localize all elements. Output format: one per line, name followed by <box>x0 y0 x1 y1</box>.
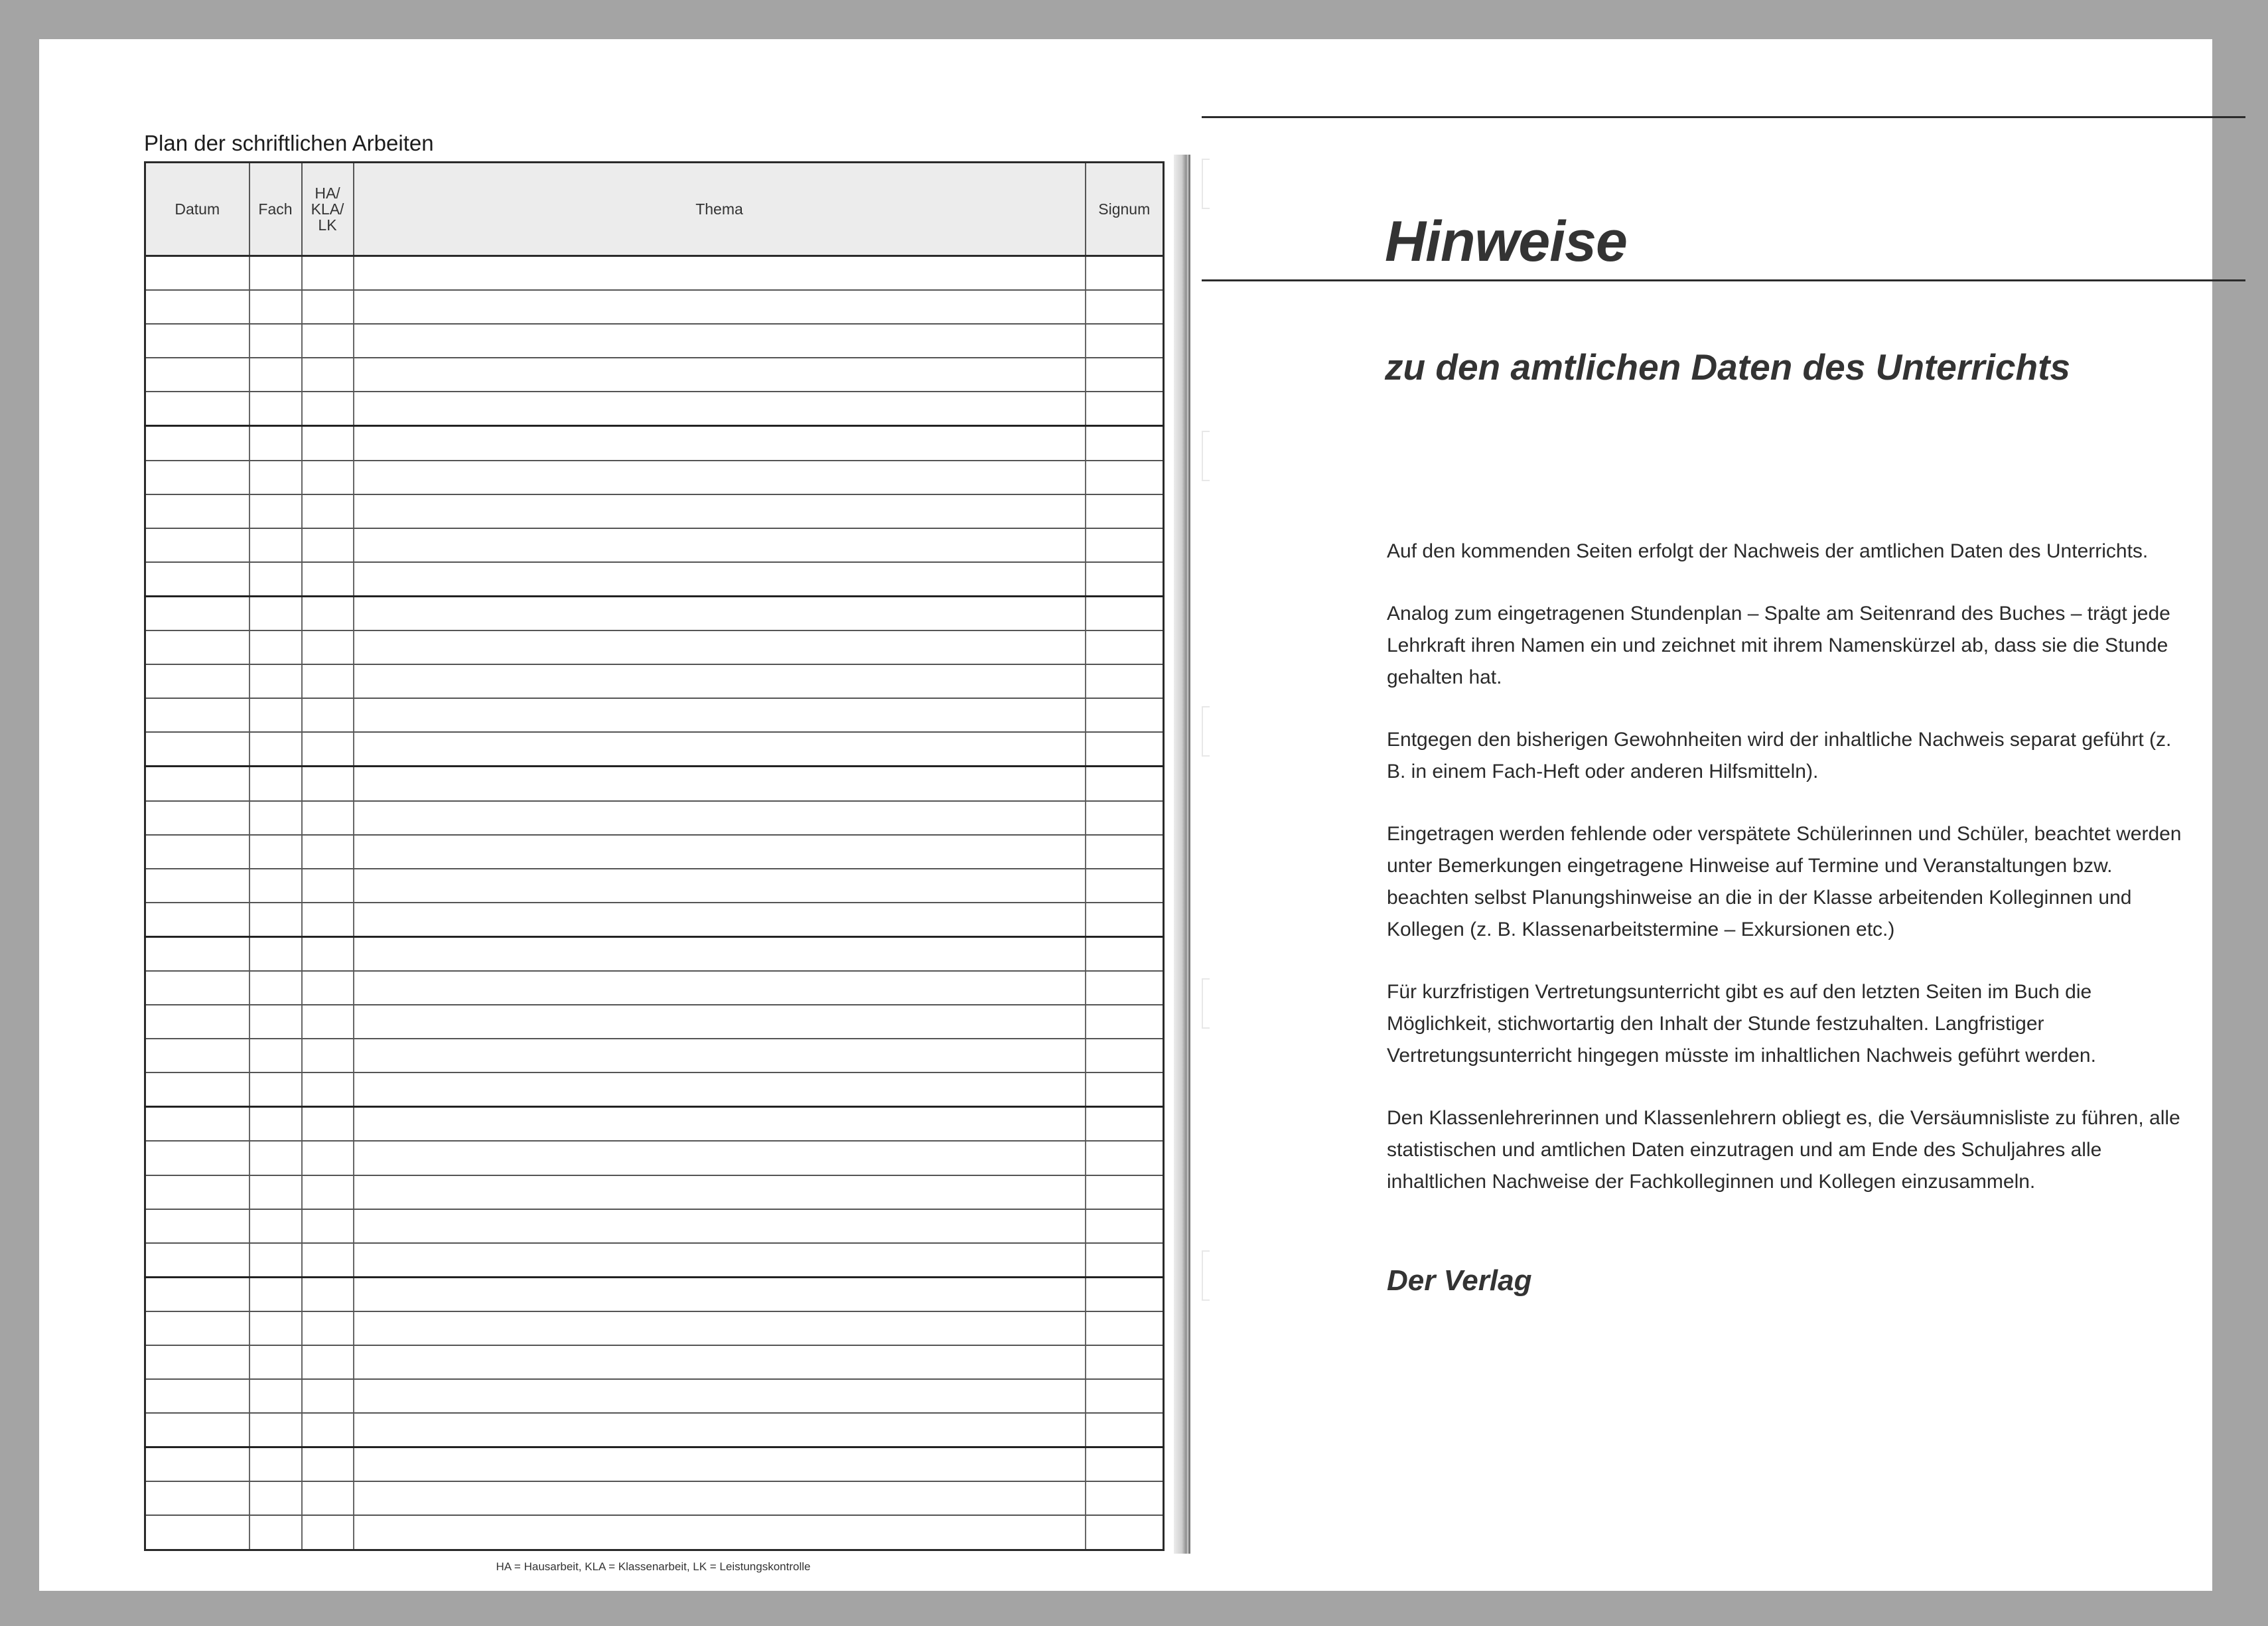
cell-signum[interactable] <box>1086 698 1164 732</box>
cell-thema[interactable] <box>354 1515 1086 1550</box>
cell-signum[interactable] <box>1086 1209 1164 1243</box>
cell-thema[interactable] <box>354 358 1086 392</box>
cell-thema[interactable] <box>354 562 1086 597</box>
cell-thema[interactable] <box>354 1277 1086 1311</box>
cell-thema[interactable] <box>354 630 1086 664</box>
cell-datum[interactable] <box>145 1072 249 1107</box>
note-paragraph: Analog zum eingetragenen Stundenplan – Spalte am Seitenrand des Buches – trägt jede Lehrkraft ihren Namen ein und zeichnet mit ihrem Namenskürzel ab, dass sie die Stunde gehalten hat. <box>1387 603 2170 688</box>
column-header-fach: Fach <box>249 163 302 256</box>
table-row <box>145 1209 1164 1243</box>
cell-type[interactable] <box>302 1481 354 1515</box>
table-row <box>145 936 1164 971</box>
cell-fach[interactable] <box>249 1345 302 1379</box>
table-row <box>145 1107 1164 1142</box>
cell-datum[interactable] <box>145 494 249 528</box>
table-row <box>145 1243 1164 1278</box>
cell-signum[interactable] <box>1086 324 1164 358</box>
cell-type[interactable] <box>302 426 354 461</box>
cell-fach[interactable] <box>249 461 302 494</box>
cell-type[interactable] <box>302 1311 354 1345</box>
cell-datum[interactable] <box>145 596 249 630</box>
table-row <box>145 461 1164 494</box>
cell-thema[interactable] <box>354 324 1086 358</box>
cell-fach[interactable] <box>249 1209 302 1243</box>
cell-thema[interactable] <box>354 1345 1086 1379</box>
spine-line <box>1188 155 1190 1554</box>
cell-fach[interactable] <box>249 1005 302 1039</box>
table-row <box>145 426 1164 461</box>
cell-fach[interactable] <box>249 358 302 392</box>
cell-type[interactable] <box>302 835 354 869</box>
cell-signum[interactable] <box>1086 732 1164 767</box>
cell-signum[interactable] <box>1086 664 1164 698</box>
cell-signum[interactable] <box>1086 1413 1164 1447</box>
cell-signum[interactable] <box>1086 562 1164 597</box>
cell-thema[interactable] <box>354 1379 1086 1413</box>
cell-signum[interactable] <box>1086 461 1164 494</box>
cell-datum[interactable] <box>145 767 249 801</box>
cell-type[interactable] <box>302 528 354 562</box>
cell-thema[interactable] <box>354 426 1086 461</box>
cell-fach[interactable] <box>249 1072 302 1107</box>
note-paragraph: Auf den kommenden Seiten erfolgt der Nachweis der amtlichen Daten des Unterrichts. <box>1387 540 2149 562</box>
cell-thema[interactable] <box>354 290 1086 324</box>
cell-fach[interactable] <box>249 426 302 461</box>
cell-type[interactable] <box>302 936 354 971</box>
cell-datum[interactable] <box>145 1039 249 1072</box>
cell-signum[interactable] <box>1086 392 1164 426</box>
cell-datum[interactable] <box>145 903 249 937</box>
table-header-row <box>145 163 1164 256</box>
cell-datum[interactable] <box>145 732 249 767</box>
cell-fach[interactable] <box>249 936 302 971</box>
cell-type[interactable] <box>302 869 354 903</box>
cell-thema[interactable] <box>354 903 1086 937</box>
cell-fach[interactable] <box>249 1379 302 1413</box>
table-row <box>145 801 1164 835</box>
notes-body <box>1387 536 2190 1228</box>
cell-datum[interactable] <box>145 290 249 324</box>
cell-type[interactable] <box>302 1345 354 1379</box>
cell-type[interactable] <box>302 392 354 426</box>
cell-fach[interactable] <box>249 698 302 732</box>
cell-type[interactable] <box>302 1141 354 1175</box>
cell-thema[interactable] <box>354 1005 1086 1039</box>
cell-type[interactable] <box>302 1039 354 1072</box>
cell-fach[interactable] <box>249 1311 302 1345</box>
cell-fach[interactable] <box>249 971 302 1005</box>
cell-signum[interactable] <box>1086 1481 1164 1515</box>
table-row <box>145 528 1164 562</box>
cell-signum[interactable] <box>1086 596 1164 630</box>
cell-signum[interactable] <box>1086 801 1164 835</box>
page-subtitle: zu den amtlichen Daten des Unterrichts <box>1385 346 2070 388</box>
table-row <box>145 256 1164 291</box>
bleed-through-mark <box>1202 431 1210 481</box>
cell-signum[interactable] <box>1086 1379 1164 1413</box>
cell-fach[interactable] <box>249 1515 302 1550</box>
cell-datum[interactable] <box>145 358 249 392</box>
cell-fach[interactable] <box>249 596 302 630</box>
table-row <box>145 324 1164 358</box>
cell-datum[interactable] <box>145 392 249 426</box>
cell-datum[interactable] <box>145 698 249 732</box>
plan-title: Plan der schriftlichen Arbeiten <box>144 131 434 155</box>
table-row <box>145 1141 1164 1175</box>
cell-datum[interactable] <box>145 1481 249 1515</box>
cell-datum[interactable] <box>145 664 249 698</box>
cell-thema[interactable] <box>354 767 1086 801</box>
cell-thema[interactable] <box>354 698 1086 732</box>
cell-signum[interactable] <box>1086 630 1164 664</box>
cell-thema[interactable] <box>354 1311 1086 1345</box>
book-spread <box>39 39 2212 1591</box>
cell-signum[interactable] <box>1086 1141 1164 1175</box>
cell-signum[interactable] <box>1086 1039 1164 1072</box>
table-row <box>145 1277 1164 1311</box>
cell-datum[interactable] <box>145 1345 249 1379</box>
cell-datum[interactable] <box>145 324 249 358</box>
cell-thema[interactable] <box>354 835 1086 869</box>
cell-fach[interactable] <box>249 1039 302 1072</box>
cell-fach[interactable] <box>249 869 302 903</box>
table-row <box>145 835 1164 869</box>
table-row <box>145 971 1164 1005</box>
table-row <box>145 1379 1164 1413</box>
type-line-ha: HA/ <box>315 184 340 202</box>
table-row <box>145 869 1164 903</box>
note-paragraph: Den Klassenlehrerinnen und Klassenlehrern obliegt es, die Versäumnisliste zu führen, alle statistischen und amtlichen Daten einzutragen und am Ende des Schuljahres alle inhaltlichen Nachweise der Fachkolleginnen und Kollegen einzusammeln. <box>1387 1107 2180 1193</box>
cell-fach[interactable] <box>249 562 302 597</box>
cell-datum[interactable] <box>145 528 249 562</box>
cell-thema[interactable] <box>354 1209 1086 1243</box>
table-row <box>145 1345 1164 1379</box>
cell-thema[interactable] <box>354 971 1086 1005</box>
cell-thema[interactable] <box>354 732 1086 767</box>
cell-signum[interactable] <box>1086 426 1164 461</box>
table-row <box>145 358 1164 392</box>
table-row <box>145 1072 1164 1107</box>
table-row <box>145 1413 1164 1447</box>
cell-type[interactable] <box>302 903 354 937</box>
cell-type[interactable] <box>302 596 354 630</box>
cell-thema[interactable] <box>354 1447 1086 1482</box>
cell-type[interactable] <box>302 1072 354 1107</box>
cell-signum[interactable] <box>1086 1005 1164 1039</box>
table-row <box>145 732 1164 767</box>
cell-thema[interactable] <box>354 1072 1086 1107</box>
cell-type[interactable] <box>302 1107 354 1142</box>
cell-datum[interactable] <box>145 1141 249 1175</box>
cell-signum[interactable] <box>1086 290 1164 324</box>
cell-type[interactable] <box>302 767 354 801</box>
cell-thema[interactable] <box>354 936 1086 971</box>
column-header-type <box>302 163 354 256</box>
cell-fach[interactable] <box>249 1413 302 1447</box>
cell-type[interactable] <box>302 358 354 392</box>
cell-signum[interactable] <box>1086 494 1164 528</box>
cell-thema[interactable] <box>354 596 1086 630</box>
cell-datum[interactable] <box>145 1277 249 1311</box>
cell-thema[interactable] <box>354 1413 1086 1447</box>
table-row <box>145 664 1164 698</box>
cell-fach[interactable] <box>249 1107 302 1142</box>
cell-fach[interactable] <box>249 528 302 562</box>
cell-datum[interactable] <box>145 562 249 597</box>
cell-signum[interactable] <box>1086 936 1164 971</box>
cell-fach[interactable] <box>249 835 302 869</box>
cell-thema[interactable] <box>354 664 1086 698</box>
cell-datum[interactable] <box>145 1379 249 1413</box>
table-row <box>145 596 1164 630</box>
column-header-thema: Thema <box>354 163 1086 256</box>
cell-fach[interactable] <box>249 801 302 835</box>
cell-type[interactable] <box>302 732 354 767</box>
cell-signum[interactable] <box>1086 528 1164 562</box>
table-row <box>145 1515 1164 1550</box>
cell-type[interactable] <box>302 698 354 732</box>
cell-type[interactable] <box>302 324 354 358</box>
cell-datum[interactable] <box>145 256 249 291</box>
cell-signum[interactable] <box>1086 869 1164 903</box>
cell-fach[interactable] <box>249 664 302 698</box>
cell-signum[interactable] <box>1086 1072 1164 1107</box>
type-line-lk: LK <box>318 216 337 234</box>
cell-thema[interactable] <box>354 1175 1086 1209</box>
cell-datum[interactable] <box>145 1243 249 1278</box>
cell-fach[interactable] <box>249 1243 302 1278</box>
cell-datum[interactable] <box>145 869 249 903</box>
cell-datum[interactable] <box>145 801 249 835</box>
cell-datum[interactable] <box>145 1005 249 1039</box>
table-row <box>145 1005 1164 1039</box>
cell-thema[interactable] <box>354 1481 1086 1515</box>
cell-signum[interactable] <box>1086 767 1164 801</box>
cell-fach[interactable] <box>249 1481 302 1515</box>
note-paragraph: Für kurzfristigen Vertretungsunterricht gibt es auf den letzten Seiten im Buch die Möglichkeit, stichwortartig den Inhalt der Stunde festzuhalten. Langfristiger Vertretungsunterricht hingegen müsste im inhaltlichen Nachweis geführt werden. <box>1387 981 2096 1067</box>
table-row <box>145 1447 1164 1482</box>
cell-fach[interactable] <box>249 732 302 767</box>
cell-datum[interactable] <box>145 461 249 494</box>
cell-thema[interactable] <box>354 1243 1086 1278</box>
cell-signum[interactable] <box>1086 358 1164 392</box>
cell-datum[interactable] <box>145 1515 249 1550</box>
table-row <box>145 1311 1164 1345</box>
publisher-signoff: Der Verlag <box>1387 1264 1532 1297</box>
cell-type[interactable] <box>302 971 354 1005</box>
cell-signum[interactable] <box>1086 1345 1164 1379</box>
cell-type[interactable] <box>302 1379 354 1413</box>
column-header-datum: Datum <box>145 163 249 256</box>
cell-type[interactable] <box>302 1447 354 1482</box>
cell-datum[interactable] <box>145 630 249 664</box>
cell-thema[interactable] <box>354 1141 1086 1175</box>
cell-fach[interactable] <box>249 767 302 801</box>
table-row <box>145 1039 1164 1072</box>
abbreviation-legend: HA = Hausarbeit, KLA = Klassenarbeit, LK = Leistungskontrolle <box>496 1560 811 1573</box>
cell-type[interactable] <box>302 1175 354 1209</box>
bleed-through-mark <box>1202 1250 1210 1301</box>
cell-type[interactable] <box>302 801 354 835</box>
cell-signum[interactable] <box>1086 971 1164 1005</box>
cell-thema[interactable] <box>354 392 1086 426</box>
cell-datum[interactable] <box>145 426 249 461</box>
cell-fach[interactable] <box>249 324 302 358</box>
cell-type[interactable] <box>302 1209 354 1243</box>
cell-fach[interactable] <box>249 1277 302 1311</box>
page-edge <box>1174 155 1188 1554</box>
cell-thema[interactable] <box>354 461 1086 494</box>
table-row <box>145 562 1164 597</box>
cell-type[interactable] <box>302 1005 354 1039</box>
note-paragraph: Entgegen den bisherigen Gewohnheiten wird der inhaltliche Nachweis separat geführt (z. B. in einem Fach-Heft oder anderen Hilfsmitteln). <box>1387 729 2172 782</box>
bleed-through-mark <box>1202 159 1210 209</box>
cell-datum[interactable] <box>145 1311 249 1345</box>
cell-fach[interactable] <box>249 290 302 324</box>
table-row <box>145 767 1164 801</box>
cell-fach[interactable] <box>249 1447 302 1482</box>
cell-datum[interactable] <box>145 936 249 971</box>
cell-signum[interactable] <box>1086 256 1164 291</box>
cell-type[interactable] <box>302 290 354 324</box>
page-title: Hinweise <box>1385 210 1627 273</box>
cell-fach[interactable] <box>249 256 302 291</box>
cell-datum[interactable] <box>145 1107 249 1142</box>
type-line-kla: KLA/ <box>311 200 344 218</box>
cell-type[interactable] <box>302 494 354 528</box>
table-row <box>145 903 1164 937</box>
cell-datum[interactable] <box>145 1175 249 1209</box>
table-row <box>145 698 1164 732</box>
cell-type[interactable] <box>302 664 354 698</box>
bleed-through-mark <box>1202 706 1210 757</box>
plan-table <box>144 161 1165 1551</box>
cell-signum[interactable] <box>1086 903 1164 937</box>
cell-datum[interactable] <box>145 835 249 869</box>
cell-datum[interactable] <box>145 971 249 1005</box>
cell-type[interactable] <box>302 1413 354 1447</box>
cell-datum[interactable] <box>145 1209 249 1243</box>
cell-datum[interactable] <box>145 1413 249 1447</box>
top-rule <box>1202 116 2245 118</box>
cell-fach[interactable] <box>249 494 302 528</box>
cell-thema[interactable] <box>354 1107 1086 1142</box>
cell-signum[interactable] <box>1086 1243 1164 1278</box>
title-rule <box>1202 279 2245 281</box>
cell-signum[interactable] <box>1086 1515 1164 1550</box>
table-row <box>145 630 1164 664</box>
table-row <box>145 1481 1164 1515</box>
table-row <box>145 392 1164 426</box>
table-body <box>145 256 1164 1550</box>
table-row <box>145 494 1164 528</box>
column-header-signum: Signum <box>1086 163 1164 256</box>
table-row <box>145 1175 1164 1209</box>
cell-type[interactable] <box>302 562 354 597</box>
cell-thema[interactable] <box>354 528 1086 562</box>
cell-fach[interactable] <box>249 630 302 664</box>
cell-type[interactable] <box>302 1243 354 1278</box>
cell-signum[interactable] <box>1086 1107 1164 1142</box>
cell-type[interactable] <box>302 256 354 291</box>
cell-thema[interactable] <box>354 869 1086 903</box>
cell-signum[interactable] <box>1086 1311 1164 1345</box>
cell-thema[interactable] <box>354 801 1086 835</box>
bleed-through-mark <box>1202 978 1210 1029</box>
cell-fach[interactable] <box>249 392 302 426</box>
note-paragraph: Eingetragen werden fehlende oder verspätete Schülerinnen und Schüler, beachtet werden unter Bemerkungen eingetragene Hinweise auf Termine und Veranstaltungen bzw. beachten selbst Planungshinweise an die in der Klasse arbeitenden Kolleginnen und Kollegen (z. B. Klassenarbeitstermine – Exkursionen etc.) <box>1387 823 2182 940</box>
cell-fach[interactable] <box>249 903 302 937</box>
cell-type[interactable] <box>302 1515 354 1550</box>
cell-type[interactable] <box>302 630 354 664</box>
cell-signum[interactable] <box>1086 1277 1164 1311</box>
cell-fach[interactable] <box>249 1175 302 1209</box>
cell-thema[interactable] <box>354 494 1086 528</box>
cell-fach[interactable] <box>249 1141 302 1175</box>
cell-type[interactable] <box>302 1277 354 1311</box>
cell-signum[interactable] <box>1086 1447 1164 1482</box>
cell-thema[interactable] <box>354 1039 1086 1072</box>
cell-thema[interactable] <box>354 256 1086 291</box>
cell-signum[interactable] <box>1086 1175 1164 1209</box>
cell-signum[interactable] <box>1086 835 1164 869</box>
cell-datum[interactable] <box>145 1447 249 1482</box>
cell-type[interactable] <box>302 461 354 494</box>
table-row <box>145 290 1164 324</box>
